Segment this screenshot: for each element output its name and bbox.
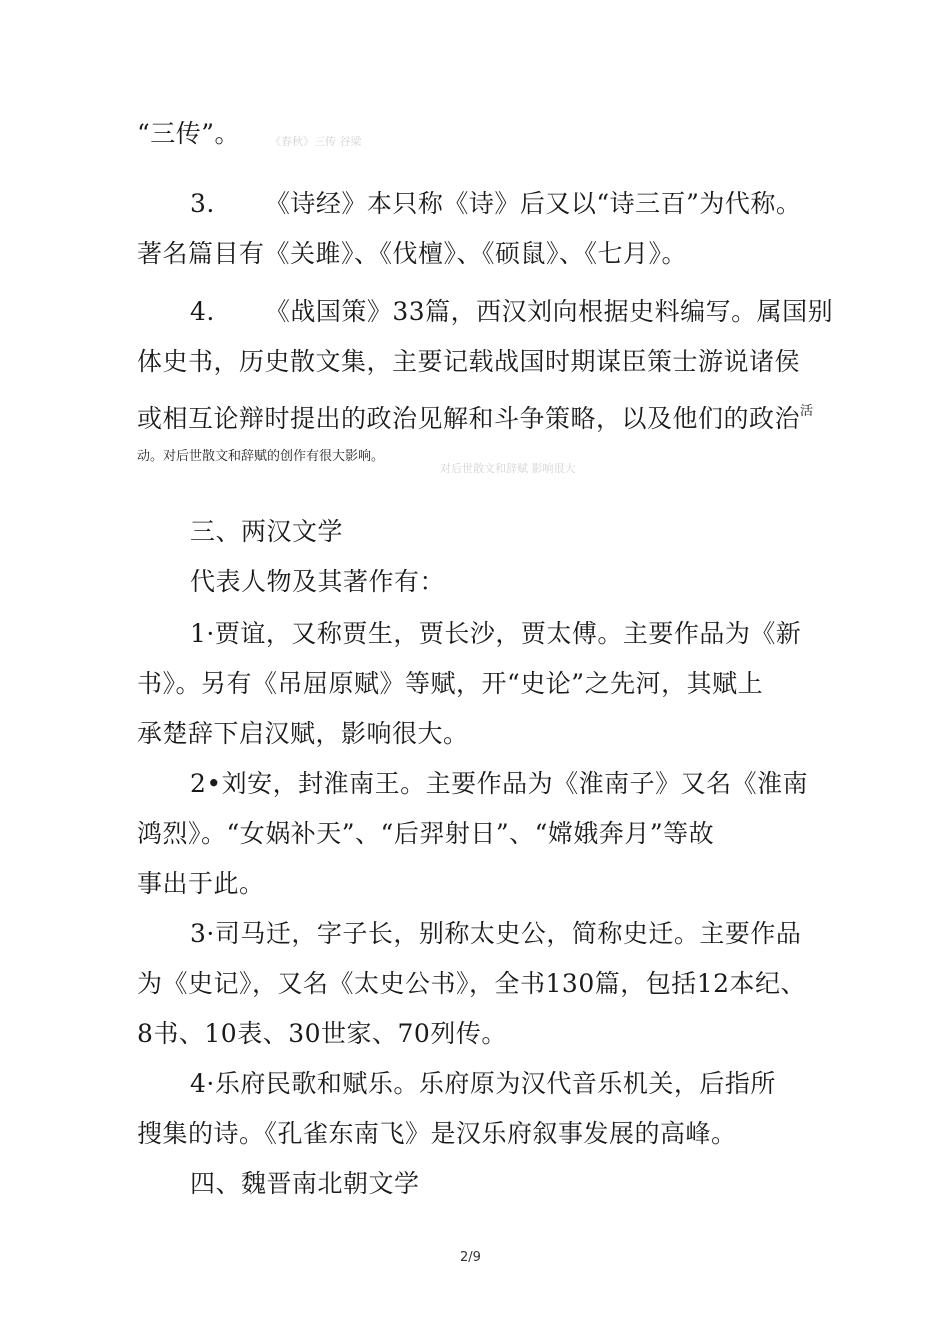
small-text-line: 动。对后世散文和辞赋的创作有很大影响。 (137, 449, 385, 464)
section-heading: 四、魏晋南北朝文学 (190, 1169, 420, 1198)
superscript-char: 活 (800, 404, 814, 419)
section-heading: 三、两汉文学 (190, 517, 344, 546)
text-line: 代表人物及其著作有： (190, 567, 446, 596)
item-number: 3. (190, 189, 215, 218)
text-line: 著名篇目有《关雎》、《伐檀》、《硕鼠》、《七月》。 (137, 239, 688, 268)
text-line: 为《史记》，又名《太史公书》，全书130篇，包括12本纪、 (137, 969, 807, 998)
text-line: 4·乐府民歌和赋乐。乐府原为汉代音乐机关，后指所 (190, 1069, 776, 1098)
text-line: 3. 《诗经》本只称《诗》后又以“诗三百”为代称。 (190, 189, 802, 218)
text-line: 事出于此。 (137, 869, 265, 898)
faint-ghost-text: 《春秋》三传 谷梁 (270, 135, 362, 148)
text-line: 承楚辞下启汉赋，影响很大。 (137, 719, 469, 748)
text-line: 1·贾谊，又称贾生，贾长沙，贾太傅。主要作品为《新 (190, 619, 802, 648)
text-line: 搜集的诗。《孔雀东南飞》是汉乐府叙事发展的高峰。 (137, 1119, 737, 1148)
text-line: 3·司马迁，字子长，别称太史公，简称史迁。主要作品 (190, 919, 802, 948)
item-number: 4. (190, 297, 215, 326)
text-line: “三传”。 (137, 119, 241, 148)
text-line: 鸿烈》。“女娲补天”、“后羿射日”、“嫦娥奔月”等故 (137, 819, 715, 848)
text-line: 4. 《战国策》33篇，西汉刘向根据史料编写。属国别 (190, 297, 834, 326)
text-line: 书》。另有《吊屈原赋》等赋，开“史论”之先河，其赋上 (137, 669, 764, 698)
text-line: 体史书，历史散文集，主要记载战国时期谋臣策士游说诸侯 (137, 347, 801, 376)
text-line: 2•刘安，封淮南王。主要作品为《淮南子》又名《淮南 (190, 769, 809, 798)
text-line: 或相互论辩时提出的政治见解和斗争策略，以及他们的政治$^活$ (137, 404, 814, 433)
text-line: 8书、10表、30世家、70列传。 (137, 1019, 507, 1048)
faint-ghost-text: 对后世散文和辞赋 影响很大 (440, 462, 576, 475)
page-number: 2/9 (460, 1250, 481, 1265)
